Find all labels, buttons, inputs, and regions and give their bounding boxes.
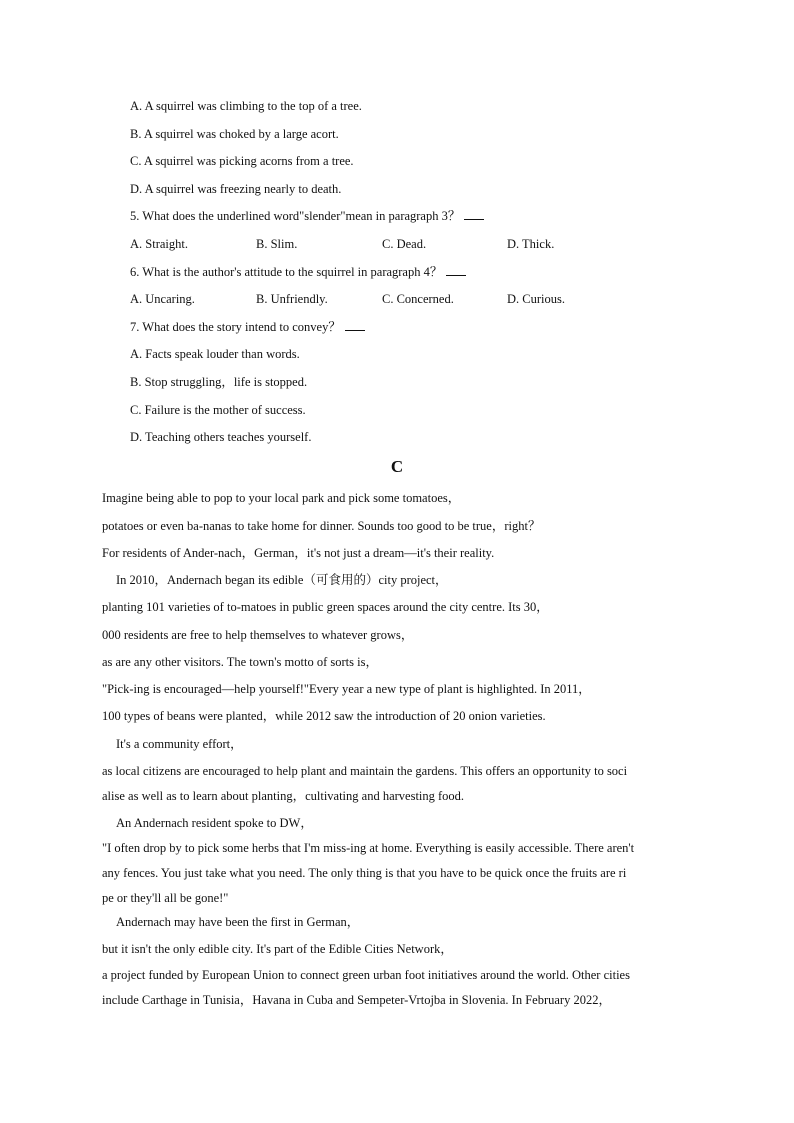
passage-line: as are any other visitors. The town's motto of sorts is，	[102, 655, 378, 669]
passage-line: potatoes or even ba-nanas to take home for dinner. Sounds too good to be true，right？	[102, 519, 541, 533]
q6-stem-text: 6. What is the author's attitude to the squirrel in paragraph 4？	[130, 265, 443, 279]
passage-line: 100 types of beans were planted，while 2012 saw the introduction of 20 onion varieties.	[102, 709, 546, 723]
q7-stem-text: 7. What does the story intend to convey？	[130, 320, 341, 334]
passage-line: a project funded by European Union to connect green urban foot initiatives around the world. Other cities	[102, 968, 630, 982]
q6-option-d: D. Curious.	[507, 292, 565, 306]
passage-line: planting 101 varieties of to-matoes in public green spaces around the city centre. Its 30，	[102, 600, 549, 614]
passage-line: 000 residents are free to help themselves to whatever grows，	[102, 628, 414, 642]
passage-line: as local citizens are encouraged to help plant and maintain the gardens. This offers an opportunity to soci	[102, 764, 628, 778]
q4-option-d: D. A squirrel was freezing nearly to death.	[130, 182, 342, 196]
passage-line: alise as well as to learn about planting，cultivating and harvesting food.	[102, 789, 465, 803]
answer-blank	[464, 208, 484, 220]
q7-stem	[130, 319, 365, 335]
passage-line: Imagine being able to pop to your local park and pick some tomatoes，	[102, 491, 461, 505]
section-heading: C	[390, 457, 404, 476]
q4-option-a: A. A squirrel was climbing to the top of a tree.	[130, 99, 362, 113]
q6-option-c: C. Concerned.	[382, 292, 454, 306]
passage-line: include Carthage in Tunisia，Havana in Cuba and Sempeter-Vrtojba in Slovenia. In February 2022，	[102, 993, 611, 1007]
passage-line: In 2010，Andernach began its edible（可食用的）city project，	[116, 573, 448, 587]
q4-option-b: B. A squirrel was choked by a large acort.	[130, 127, 339, 141]
q5-option-c: C. Dead.	[382, 237, 427, 251]
q7-option-c: C. Failure is the mother of success.	[130, 403, 306, 417]
passage-line: but it isn't the only edible city. It's part of the Edible Cities Network，	[102, 942, 453, 956]
q7-option-b: B. Stop struggling，life is stopped.	[130, 375, 308, 389]
q4-option-c: C. A squirrel was picking acorns from a tree.	[130, 154, 354, 168]
passage-line: any fences. You just take what you need. The only thing is that you have to be quick once the fruits are ri	[102, 866, 627, 880]
passage-line: For residents of Ander-nach，German，it's not just a dream—it's their reality.	[102, 546, 495, 560]
q5-option-b: B. Slim.	[256, 237, 298, 251]
answer-blank	[446, 264, 466, 276]
q5-stem	[130, 208, 484, 224]
passage-line: It's a community effort，	[116, 737, 243, 751]
passage-line: "Pick-ing is encouraged—help yourself!"Every year a new type of plant is highlighted. In 2011，	[102, 682, 591, 696]
q6-option-a: A. Uncaring.	[130, 292, 195, 306]
passage-line: An Andernach resident spoke to DW，	[116, 816, 313, 830]
q6-option-b: B. Unfriendly.	[256, 292, 328, 306]
q5-stem-text: 5. What does the underlined word"slender"mean in paragraph 3？	[130, 209, 461, 223]
q7-option-a: A. Facts speak louder than words.	[130, 347, 300, 361]
q6-stem	[130, 264, 466, 280]
answer-blank	[345, 319, 365, 331]
passage-line: pe or they'll all be gone!"	[102, 891, 229, 905]
q5-option-d: D. Thick.	[507, 237, 555, 251]
passage-line: "I often drop by to pick some herbs that I'm miss-ing at home. Everything is easily accessible. There aren't	[102, 841, 635, 855]
q5-option-a: A. Straight.	[130, 237, 188, 251]
passage-line: Andernach may have been the first in German，	[116, 915, 360, 929]
q7-option-d: D. Teaching others teaches yourself.	[130, 430, 312, 444]
